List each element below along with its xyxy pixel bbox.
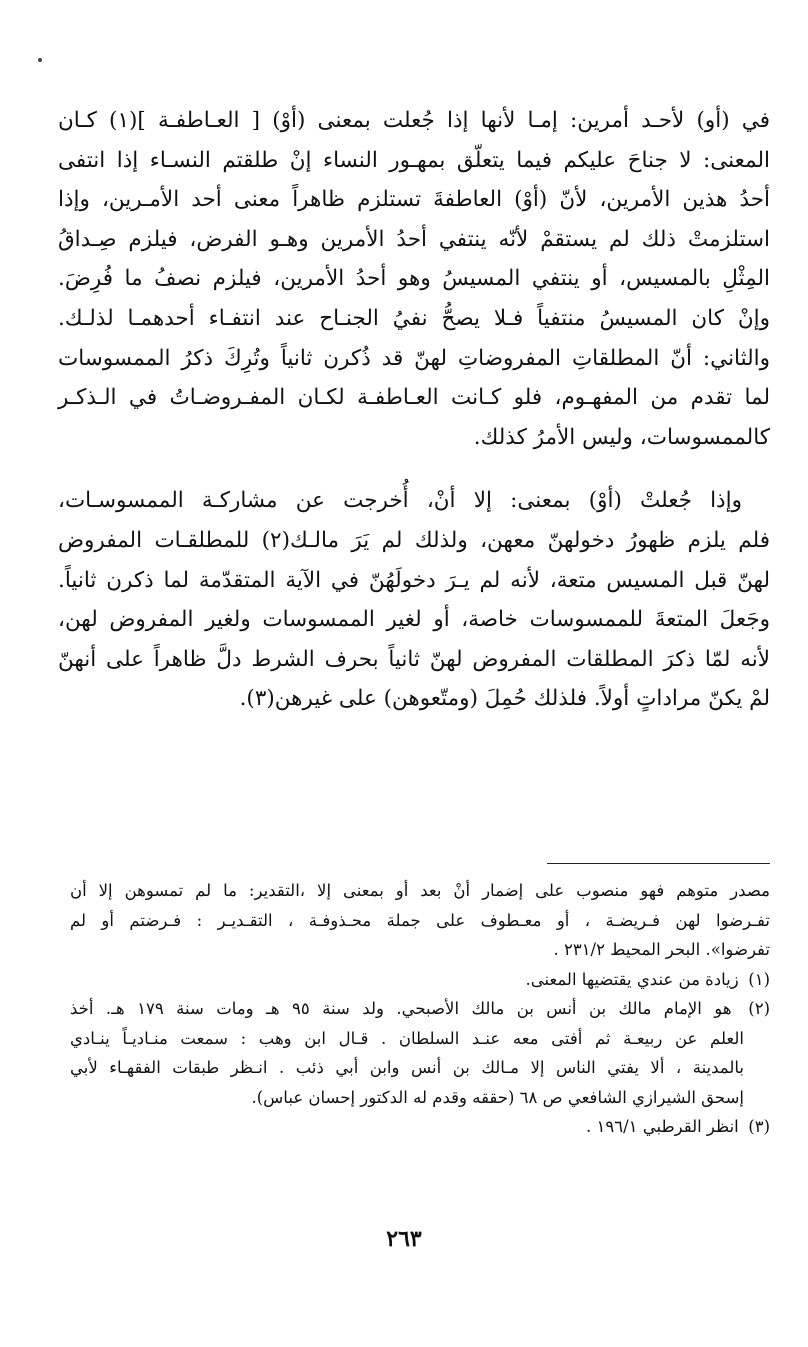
footnote-text: زيادة من عندي يقتضيها المعنى. (525, 969, 739, 989)
text-line: لمْ يكنّ مراداتٍ أولاً. فلذلك حُمِلَ (ومتّعوهن) على غيرهن(٣). (239, 686, 770, 712)
footnotes (70, 876, 770, 1142)
footnote-number: (٣) (748, 1117, 770, 1136)
text-line: أحدُ هذين الأمرين، لأنّ (أوْ) العاطفةَ تستلزم ظاهراً معنى أحد الأمـرين، وإذا (58, 187, 770, 213)
paragraph-gap (58, 457, 770, 481)
footnote-line: تفـرضوا لهن فـريضـة ، أو معـطوف على جملة محـذوفـة ، التقـديـر : فـرضتم أو لم (70, 910, 770, 930)
text-line: في (أو) لأحـد أمرين: إمـا لأنها إذا جُعلت بمعنى (أوْ) [ العـاطفـة ](١) كـان (58, 108, 770, 133)
text-line: استلزمتْ ذلك لم يستقمْ لأنّه ينتفي أحدُ الأمرين وهـو الفرض، فيلزم صِـداقُ (58, 226, 770, 252)
text-line: وإنْ كان المسيسُ منتفياً فـلا يصحُّ نفيُ الجنـاح عند انتفـاء أحدهمـا لذلـك. (58, 305, 770, 331)
footnote-number: (١) (748, 969, 770, 989)
text-line: لأنه لمّا ذكرَ المطلقات المفروض لهنّ ثانياً بحرف الشرط دلَّ ظاهراً على أنهنّ (58, 646, 770, 672)
text-line: لما تقدم من المفهـوم، فلو كـانت العـاطفـة لكـان المفـروضـاتُ في الـذكـر (58, 385, 770, 411)
text-line: والثاني: أنّ المطلقاتِ المفروضاتِ لهنّ قد ذُكرن ثانياً وتُرِكَ ذكرُ الممسوسات (58, 345, 770, 371)
text-line: وجَعلَ المتعةَ للممسوسات خاصة، أو لغير الممسوسات ولغير المفروض لهن، (58, 607, 770, 633)
footnote-text: هو الإمام مالك بن أنس بن مالك الأصبحي. ولد سنة ٩٥ هـ ومات سنة ١٧٩ هـ. أخذ (70, 999, 732, 1018)
footnote-line: بالمدينة ، ألا يفتي الناس إلا مـالك بن أنس وابن أبي ذئب . انـظر طبقات الفقهـاء لأبي (70, 1058, 744, 1077)
footnote-line: مصدر متوهم فهو منصوب على إضمار أنْ بعد أو بمعنى إلا ،التقدير: ما لم تمسوهن إلا أن (70, 881, 770, 900)
stray-mark (38, 58, 42, 62)
footnote-2 (70, 994, 770, 1024)
main-text (58, 101, 770, 719)
text-line: لهنّ قبل المسيس متعة، لأنه لم يـرَ دخولَهُنّ في الآية المتقدّمة لما ذكرن ثانياً. (58, 567, 770, 593)
footnote-separator (547, 863, 770, 864)
footnote-1 (70, 965, 770, 995)
footnote-line: إسحق الشيرازي الشافعي ص ٦٨ (حققه وقدم له الدكتور إحسان عباس). (251, 1087, 744, 1107)
page-number: ٢٦٣ (386, 1226, 422, 1252)
footnote-line: تفرضوا». البحر المحيط ٢٣١/٢ . (553, 940, 770, 959)
text-line: وإذا جُعلتْ (أوْ) بمعنى: إلا أنْ، أُخرجت عن مشاركـة الممسوسـات، (58, 488, 742, 514)
text-line: المعنى: لا جناحَ عليكم فيما يتعلّق بمهـور النساء إنْ طلقتم النسـاء إذا انتفى (58, 147, 770, 173)
footnote-number: (٢) (748, 999, 770, 1018)
text-line: فلم يلزم ظهورُ دخولهنّ معهن، ولذلك لم يَرَ مالـك(٢) للمطلقـات المفروض (58, 527, 770, 553)
text-line: المِثْلِ بالمسيس، أو ينتفي المسيسُ وهو أحدُ الأمرين، فيلزم نصفُ ما فُرِضَ. (58, 266, 770, 292)
footnote-text: انظر القرطبي ١٩٦/١ . (586, 1117, 739, 1136)
text-line: كالممسوسات، وليس الأمرُ كذلك. (473, 424, 770, 450)
footnote-line: العلم عن ربيعـة ثم أفتى معه عنـد السلطان . قـال ابن وهب : سمعت منـاديـاً ينـادي (70, 1028, 744, 1048)
footnote-3 (70, 1112, 770, 1142)
